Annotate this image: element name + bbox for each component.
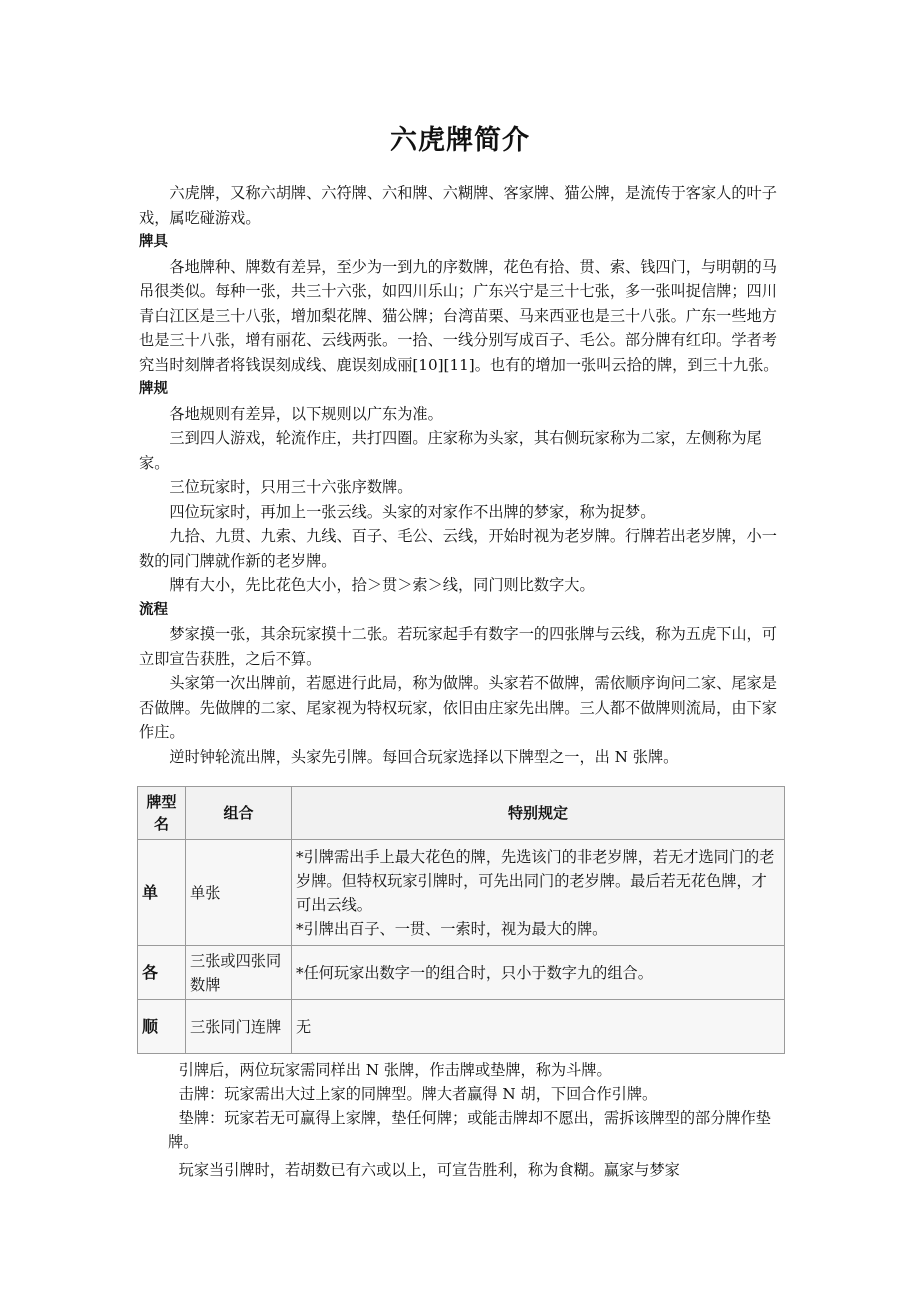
paragraph: 梦家摸一张，其余玩家摸十二张。若玩家起手有数字一的四张牌与云线，称为五虎下山，可立即宣告获胜，之后不算。 <box>139 625 777 668</box>
paragraph: 九拾、九贯、九索、九线、百子、毛公、云线，开始时视为老岁牌。行牌若出老岁牌，小一数的同门牌就作新的老岁牌。 <box>139 527 777 570</box>
table-cell-combo: 单张 <box>186 840 292 946</box>
table-header-cell: 特别规定 <box>292 787 785 840</box>
after-table-text <box>168 1058 790 1182</box>
rule-line: *引牌需出手上最大花色的牌，先选该门的非老岁牌，若无才选同门的老岁牌。但特权玩家引牌时，可先出同门的老岁牌。最后若无花色牌，才可出云线。 <box>296 847 775 914</box>
paragraph: 引牌后，两位玩家需同样出 N 张牌，作击牌或垫牌，称为斗牌。 <box>178 1061 612 1079</box>
document-body <box>139 181 789 769</box>
table-cell-combo: 三张或四张同数牌 <box>186 946 292 1000</box>
card-type-table <box>137 786 785 1054</box>
paragraph: 击牌：玩家需出大过上家的同牌型。牌大者赢得 N 胡，下回合作引牌。 <box>178 1085 658 1103</box>
table-cell-rules <box>292 1000 785 1054</box>
rule-line: 无 <box>296 1017 312 1036</box>
table-cell-type: 各 <box>138 946 186 1000</box>
paragraph: 牌有大小，先比花色大小，拾＞贯＞索＞线，同门则比数字大。 <box>169 576 595 594</box>
paragraph: 垫牌：玩家若无可赢得上家牌，垫任何牌；或能击牌却不愿出，需拆该牌型的部分牌作垫牌。 <box>168 1109 771 1151</box>
paragraph: 头家第一次出牌前，若愿进行此局，称为做牌。头家若不做牌，需依顺序询问二家、尾家是否做牌。先做牌的二家、尾家视为特权玩家，依旧由庄家先出牌。三人都不做牌则流局，由下家作庄。 <box>139 674 777 741</box>
table-row <box>138 946 785 1000</box>
paragraph: 三位玩家时，只用三十六张序数牌。 <box>169 478 413 496</box>
table-header-cell: 牌型名 <box>138 787 186 840</box>
table-cell-type: 顺 <box>138 1000 186 1054</box>
paragraph: 逆时钟轮流出牌，头家先引牌。每回合玩家选择以下牌型之一，出 N 张牌。 <box>169 747 679 766</box>
table-cell-rules <box>292 946 785 1000</box>
table-row <box>138 1000 785 1054</box>
paragraph: 四位玩家时，再加上一张云线。头家的对家作不出牌的梦家，称为捉梦。 <box>169 502 656 521</box>
table-cell-type: 单 <box>138 840 186 946</box>
table-header-cell: 组合 <box>186 787 292 840</box>
table-cell-combo: 三张同门连牌 <box>186 1000 292 1054</box>
table-header-row <box>138 787 785 840</box>
document-title: 六虎牌简介 <box>390 125 530 156</box>
intro-paragraph: 六虎牌，又称六胡牌、六符牌、六和牌、六糊牌、客家牌、猫公牌，是流传于客家人的叶子戏，属吃碰游戏。 <box>139 184 777 227</box>
rule-line: *引牌出百子、一贯、一索时，视为最大的牌。 <box>296 919 608 938</box>
paragraph: 各地牌种、牌数有差异，至少为一到九的序数牌，花色有拾、贯、索、钱四门，与明朝的马吊很类似。每种一张，共三十六张，如四川乐山；广东兴宁是三十七张，多一张叫捉信牌；四川青白江区是三十八张，增加梨花牌、猫公牌；台湾苗栗、马来西亚也是三十八张。广东一些地方也是三十八张，增有丽花、云线两张。一拾、一线分别写成百子、毛公。部分牌有红印。学者考究当时刻牌者将钱误刻成线、鹿误刻成丽[10][11]。也有的增加一张叫云拾的牌，到三十九张。 <box>139 257 779 374</box>
section-heading-rules: 牌规 <box>139 381 168 397</box>
paragraph: 玩家当引牌时，若胡数已有六或以上，可宣告胜利，称为食糊。赢家与梦家 <box>178 1161 680 1179</box>
paragraph: 各地规则有差异，以下规则以广东为准。 <box>169 404 443 423</box>
section-heading-tiles: 牌具 <box>139 234 168 250</box>
rule-line: *任何玩家出数字一的组合时，只小于数字九的组合。 <box>296 963 653 982</box>
table-cell-rules <box>292 840 785 946</box>
paragraph: 三到四人游戏，轮流作庄，共打四圈。庄家称为头家，其右侧玩家称为二家，左侧称为尾家。 <box>139 429 762 472</box>
section-heading-flow: 流程 <box>139 601 168 618</box>
table-row <box>138 840 785 946</box>
